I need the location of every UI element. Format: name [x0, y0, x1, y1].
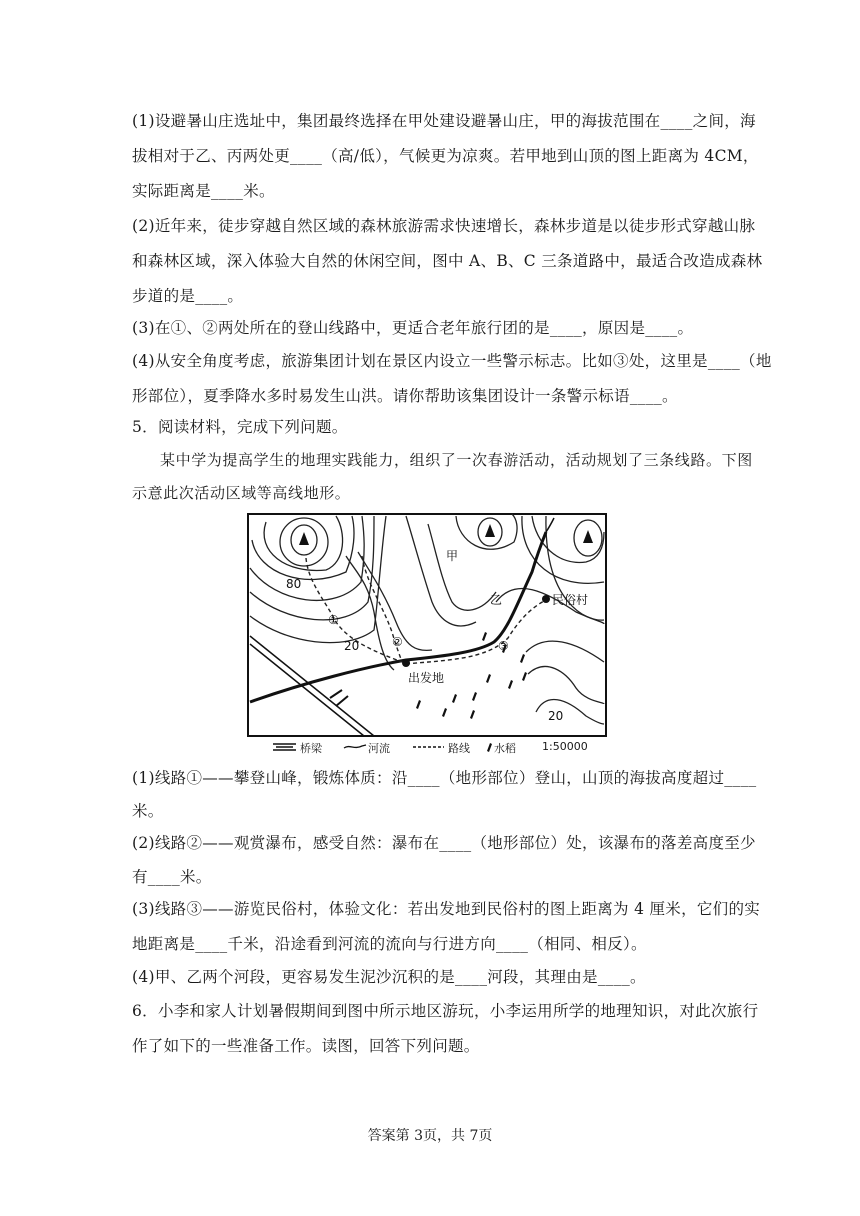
- q4-sub4-line2: 形部位），夏季降水多时易发生山洪。请你帮助该集团设计一条警示标语____。: [132, 387, 678, 405]
- q5-material-line1: 某中学为提高学生的地理实践能力，组织了一次春游活动，活动规划了三条线路。下图: [160, 451, 753, 469]
- q5-sub3-line1: (3)线路③——游览民俗村，体验文化：若出发地到民俗村的图上距离为 4 厘米，它们的实: [132, 900, 761, 918]
- rice-legend-icon: [484, 741, 494, 753]
- q4-sub2-line1: (2)近年来，徒步穿越自然区域的森林旅游需求快速增长，森林步道是以徒步形式穿越山脉: [132, 217, 756, 235]
- label-contour-20a: 20: [344, 639, 360, 653]
- bridge-legend-icon: [272, 742, 298, 752]
- label-jia: 甲: [446, 549, 459, 563]
- label-route-1: ①: [328, 613, 339, 627]
- route-legend-icon: [412, 742, 446, 752]
- q6-line2: 作了如下的一些准备工作。读图，回答下列问题。: [132, 1037, 480, 1055]
- q5-sub3-line2: 地距离是____千米，沿途看到河流的流向与行进方向____（相同、相反）。: [132, 935, 647, 953]
- legend-rice: 水稻: [494, 742, 516, 755]
- label-yi: 乙: [490, 593, 503, 607]
- q6-line1: 6．小李和家人计划暑假期间到图中所示地区游玩，小李运用所学的地理知识，对此次旅行: [132, 1002, 759, 1020]
- legend-river: 河流: [368, 742, 390, 755]
- q5-sub4-line1: (4)甲、乙两个河段，更容易发生泥沙沉积的是____河段，其理由是____。: [132, 968, 646, 986]
- q5-sub2-line2: 有____米。: [132, 868, 212, 886]
- q5-title: 5．阅读材料，完成下列问题。: [132, 418, 348, 436]
- q4-sub1-line3: 实际距离是____米。: [132, 182, 275, 200]
- label-minsucun: 民俗村: [552, 593, 589, 607]
- q4-sub2-line2: 和森林区域，深入体验大自然的休闲空间，图中 A、B、C 三条道路中，最适合改造成森林: [132, 252, 763, 270]
- map-frame: [248, 514, 606, 736]
- contour-map-svg: [246, 512, 608, 756]
- q4-sub1-line1: (1)设避暑山庄选址中，集团最终选择在甲处建设避暑山庄，甲的海拔范围在____之间，海: [132, 112, 756, 130]
- q4-sub2-line3: 步道的是____。: [132, 287, 244, 305]
- label-route-2: ②: [392, 635, 403, 649]
- q5-material-line2: 示意此次活动区域等高线地形。: [132, 484, 351, 502]
- label-contour-80: 80: [286, 577, 302, 591]
- river-legend-icon: [342, 742, 368, 752]
- start-dot-icon: [402, 659, 410, 667]
- q4-sub4-line1: (4)从安全角度考虑，旅游集团计划在景区内设立一些警示标志。比如③处，这里是____（地: [132, 352, 772, 370]
- legend-route: 路线: [448, 742, 470, 755]
- legend-scale: 1:50000: [542, 740, 588, 753]
- label-start: 出发地: [408, 671, 445, 685]
- page-footer: 答案第 3页，共 7页: [367, 1128, 493, 1144]
- label-route-3: ③: [498, 639, 509, 653]
- contour-map: [246, 512, 608, 756]
- q5-sub1-line2: 米。: [132, 802, 164, 820]
- q5-sub1-line1: (1)线路①——攀登山峰，锻炼体质：沿____（地形部位）登山，山顶的海拔高度超过____: [132, 769, 757, 787]
- q4-sub3-line1: (3)在①、②两处所在的登山线路中，更适合老年旅行团的是____，原因是____。: [132, 319, 694, 337]
- q5-sub2-line1: (2)线路②——观赏瀑布，感受自然：瀑布在____（地形部位）处，该瀑布的落差高度至少: [132, 834, 756, 852]
- legend-bridge: 桥梁: [300, 742, 322, 755]
- q4-sub1-line2: 拔相对于乙、丙两处更____（高/低），气候更为凉爽。若甲地到山顶的图上距离为 4CM，: [132, 147, 759, 165]
- label-contour-20b: 20: [548, 709, 564, 723]
- map-legend: [272, 740, 602, 756]
- village-dot-icon: [542, 595, 550, 603]
